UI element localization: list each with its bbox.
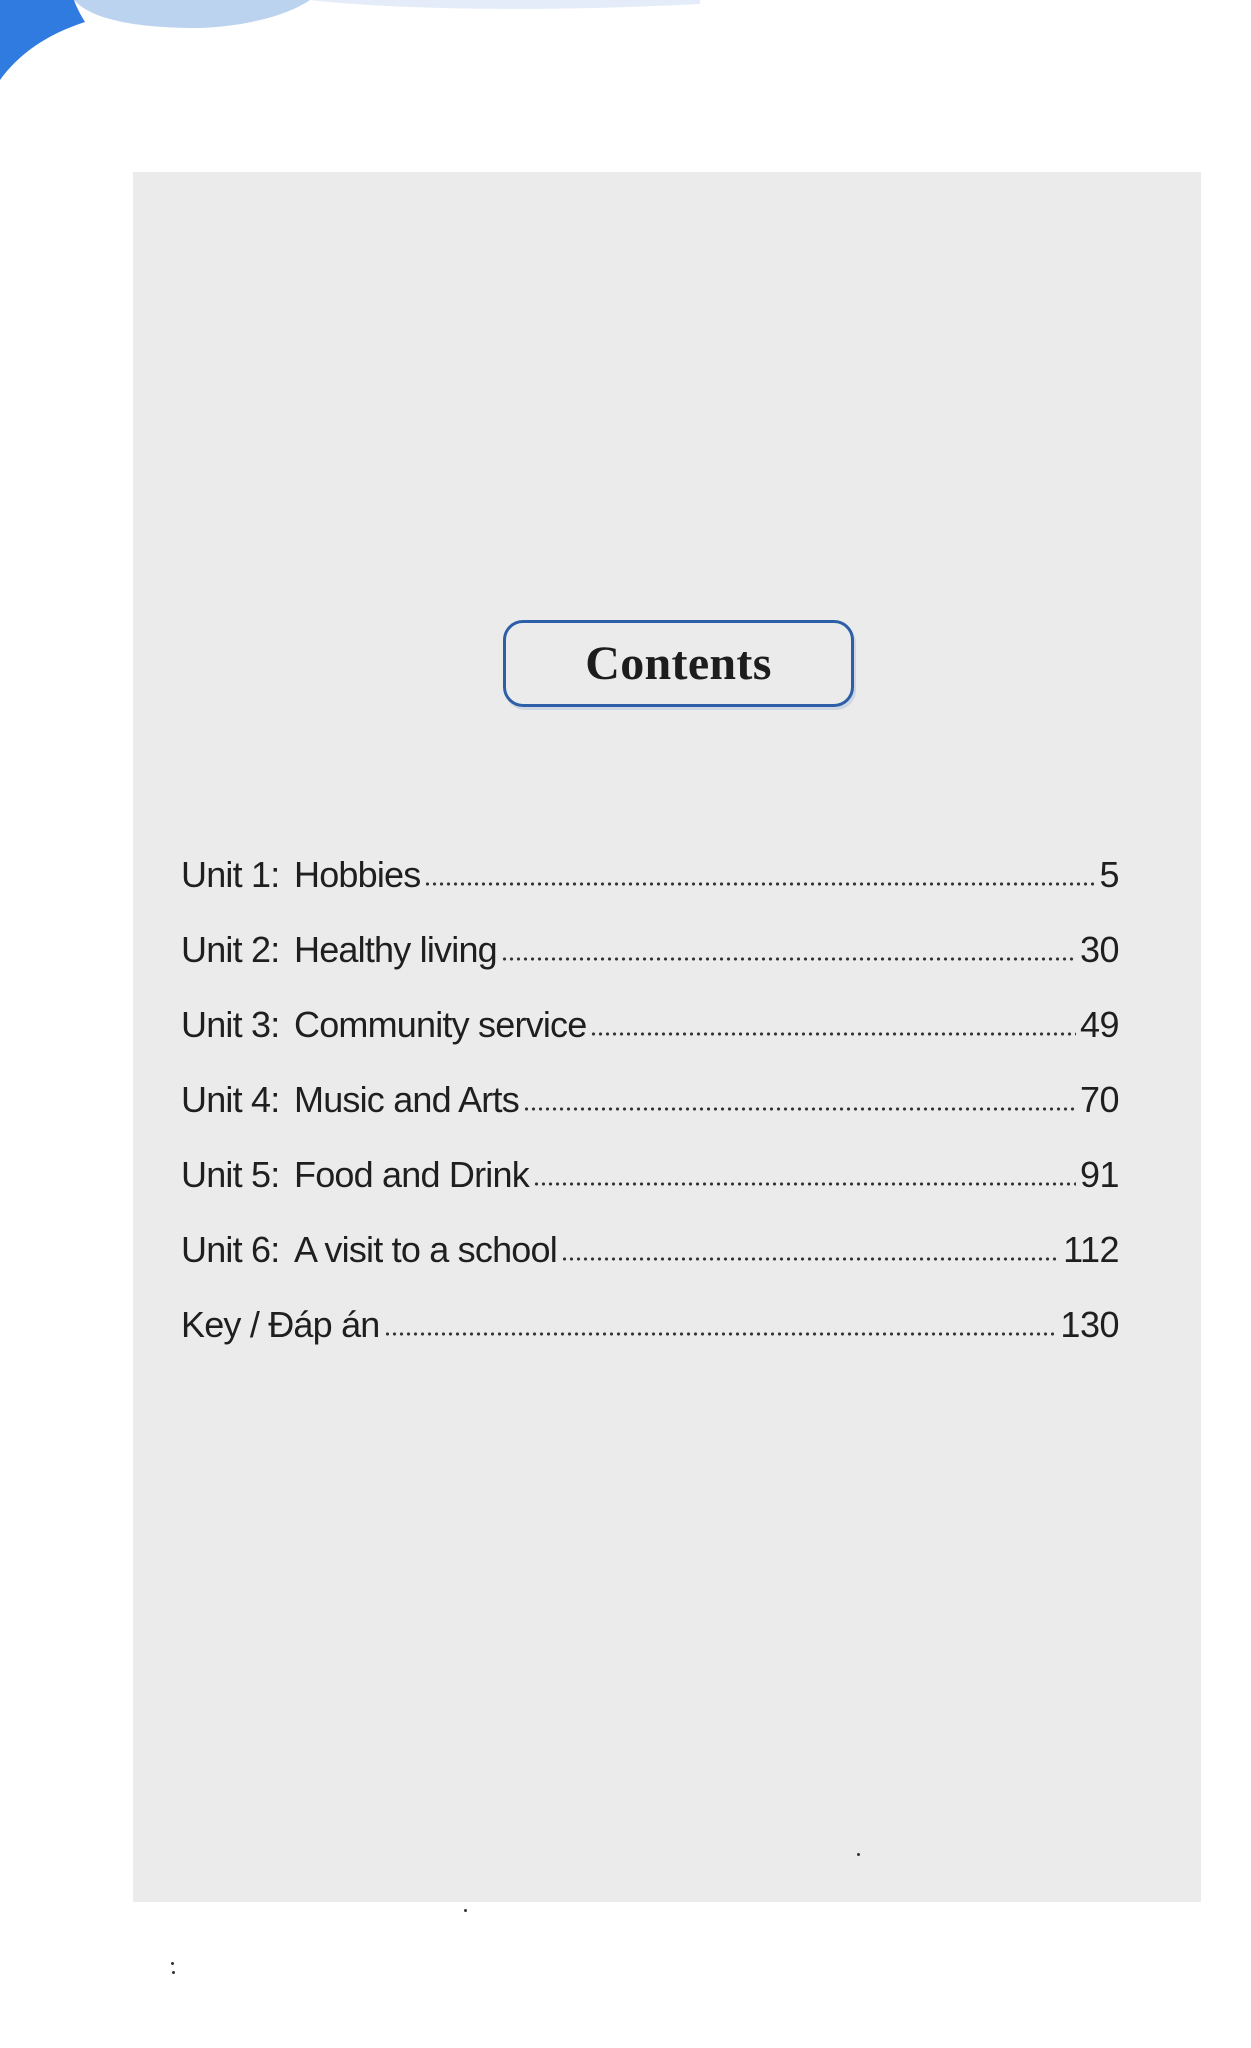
dot-leader — [384, 1330, 1057, 1338]
corner-wave-decoration — [0, 0, 720, 110]
toc-unit-title: Community service — [294, 1004, 587, 1045]
toc-entry-unit-5[interactable] — [181, 1118, 1119, 1193]
table-of-contents — [181, 818, 1119, 1343]
toc-unit-title: Healthy living — [294, 929, 497, 970]
toc-unit-label: Unit 5: — [181, 1154, 280, 1195]
dot-leader — [590, 1030, 1075, 1038]
page-title: Contents — [585, 637, 772, 690]
toc-page-number: 49 — [1079, 1004, 1119, 1045]
toc-unit-title: Hobbies — [294, 854, 421, 895]
toc-unit-title: A visit to a school — [294, 1229, 557, 1270]
toc-page-number: 70 — [1079, 1079, 1119, 1120]
toc-entry-unit-3[interactable] — [181, 968, 1119, 1043]
toc-unit-title: Food and Drink — [294, 1154, 529, 1195]
toc-unit-label: Unit 3: — [181, 1004, 280, 1045]
dot-leader — [501, 955, 1076, 963]
dot-leader — [533, 1180, 1076, 1188]
toc-entry-unit-2[interactable] — [181, 893, 1119, 968]
contents-title-box — [503, 620, 854, 707]
toc-page-number: 91 — [1079, 1154, 1119, 1195]
print-speck — [857, 1853, 860, 1856]
toc-unit-label: Unit 1: — [181, 854, 280, 895]
toc-entry-unit-4[interactable] — [181, 1043, 1119, 1118]
toc-entry-unit-6[interactable] — [181, 1193, 1119, 1268]
toc-key-title: Key / Đáp án — [181, 1304, 380, 1345]
toc-entry-unit-1[interactable] — [181, 818, 1119, 893]
print-speck — [172, 1971, 175, 1974]
toc-unit-label: Unit 2: — [181, 929, 280, 970]
toc-entry-key[interactable] — [181, 1268, 1119, 1343]
toc-unit-title: Music and Arts — [294, 1079, 519, 1120]
print-speck — [464, 1909, 467, 1912]
dot-leader — [561, 1255, 1059, 1263]
toc-unit-label: Unit 4: — [181, 1079, 280, 1120]
toc-page-number: 5 — [1099, 854, 1119, 895]
toc-page-number: 30 — [1079, 929, 1119, 970]
dot-leader — [424, 880, 1095, 888]
print-speck — [171, 1962, 174, 1965]
toc-page-number: 112 — [1063, 1229, 1119, 1270]
toc-page-number: 130 — [1060, 1304, 1119, 1345]
dot-leader — [523, 1105, 1076, 1113]
toc-unit-label: Unit 6: — [181, 1229, 280, 1270]
